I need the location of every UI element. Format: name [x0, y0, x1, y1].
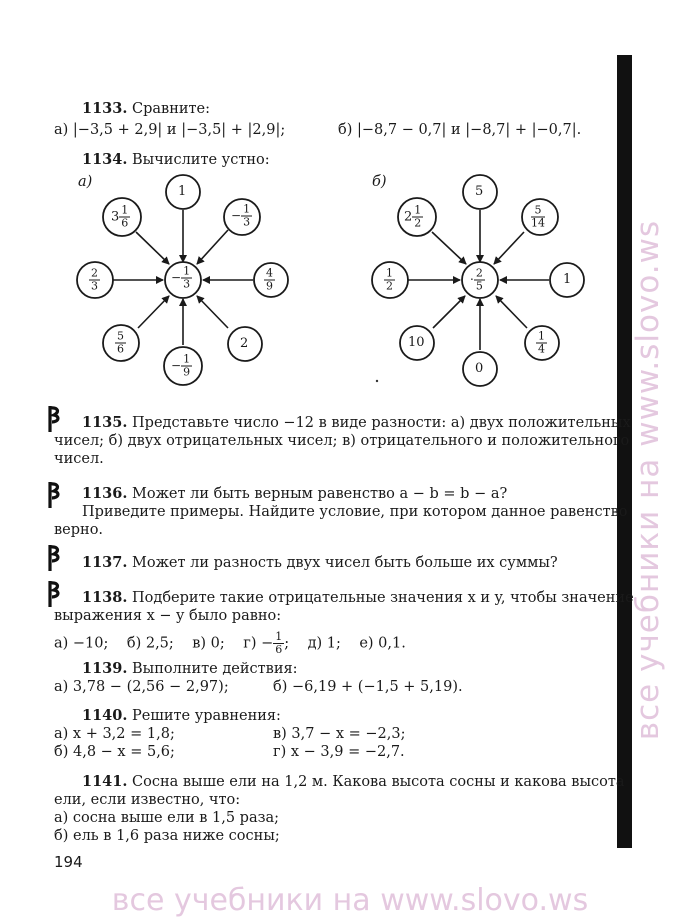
page-number: 194 [54, 853, 83, 871]
problem-number: 1134. [82, 151, 128, 168]
node-label: 2 [240, 336, 249, 351]
node-label: 3 $\frac{1}{6}$ [111, 203, 129, 230]
problem-1136-line2: Приведите примеры. Найдите условие, при котором данное равенство [82, 504, 628, 520]
diagram-b-label: б) [372, 174, 387, 190]
problem-number: 1135. [82, 414, 128, 431]
problem-1133-b: б) |−8,7 − 0,7| и |−8,7| + |−0,7|. [338, 122, 582, 138]
problem-1139-b: б) −6,19 + (−1,5 + 5,19). [273, 679, 463, 695]
problem-1140-heading: 1140. Решите уравнения: [82, 707, 281, 724]
node-label: 0 [475, 361, 484, 376]
problem-number: 1140. [82, 707, 128, 724]
problem-1135-line3: чисел. [54, 451, 104, 467]
diagram-a-label: а) [78, 174, 93, 190]
problem-number: 1133. [82, 100, 128, 117]
problem-number: 1139. [82, 660, 128, 677]
problem-number: 1141. [82, 773, 128, 790]
arrow [432, 232, 466, 264]
arrow [197, 230, 228, 264]
problem-number: 1136. [82, 485, 128, 502]
problem-1139-heading: 1139. Выполните действия: [82, 660, 298, 677]
problem-1141-b: б) ель в 1,6 раза ниже сосны; [54, 828, 280, 844]
problem-1140-a: а) x + 3,2 = 1,8; [54, 726, 175, 742]
problem-1137-line1: 1137. Может ли разность двух чисел быть больше их суммы? [82, 554, 558, 571]
arrow [136, 232, 169, 264]
problem-1138-line1: 1138. Подберите такие отрицательные значения x и y, чтобы значение [82, 589, 634, 606]
problem-number: 1138. [82, 589, 128, 606]
center-label-a: − $\frac{1}{3}$ [171, 264, 191, 291]
option: б) 2,5; [126, 635, 174, 652]
option: е) 0,1. [359, 635, 406, 652]
problem-1138-line2: выражения x − y было равно: [54, 608, 282, 624]
option: а) −10; [54, 635, 109, 652]
node-label: 10 [408, 335, 425, 350]
problem-1136-line3: верно. [54, 522, 104, 538]
arrow [197, 296, 228, 328]
node-label: 1 [563, 272, 572, 287]
node-label: $\frac{2}{3}$ [91, 266, 98, 293]
problem-1135-line1: 1135. Представьте число −12 в виде разности: а) двух положительных [82, 414, 631, 431]
node-label: $\frac{1}{2}$ [386, 266, 393, 293]
problem-1140-v: в) 3,7 − x = −2,3; [273, 726, 406, 742]
option: г) [243, 635, 257, 652]
hook-marker-icon [46, 404, 64, 434]
problem-1141-line2: ели, если известно, что: [54, 792, 241, 808]
option: д) 1; [307, 635, 341, 652]
center-label-b: · $\frac{2}{5}$ [470, 266, 483, 293]
hook-marker-icon [46, 480, 64, 510]
problem-1138-options: а) −10; б) 2,5; в) 0; г) − $\frac{1}{6}$ ; д) 1; е) 0,1. [54, 630, 406, 656]
watermark-bottom: все учебники на www.slovo.ws [111, 883, 589, 918]
problem-title: Вычислите устно: [132, 152, 270, 168]
problem-1133-a: а) |−3,5 + 2,9| и |−3,5| + |2,9|; [54, 122, 286, 138]
node-label: $\frac{5}{6}$ [117, 329, 124, 356]
sign: − [171, 270, 182, 285]
arrow [433, 296, 465, 328]
problem-1141-a: а) сосна выше ели в 1,5 раза; [54, 810, 280, 826]
node-label: $\frac{1}{4}$ [538, 329, 545, 356]
problem-1140-b: б) 4,8 − x = 5,6; [54, 744, 175, 760]
problem-number: 1137. [82, 554, 128, 571]
node-label: 2 $\frac{1}{2}$ [404, 203, 422, 230]
arrow [138, 296, 169, 328]
problem-1139-a: а) 3,78 − (2,56 − 2,97); [54, 679, 229, 695]
problem-1141-line1: 1141. Сосна выше ели на 1,2 м. Какова высота сосны и какова высота [82, 773, 625, 790]
node-label: 1 [178, 184, 187, 199]
node-label: $\frac{4}{9}$ [266, 266, 273, 293]
problem-1136-line1: 1136. Может ли быть верным равенство a − b = b − a? [82, 485, 508, 502]
node-label: − $\frac{1}{3}$ [231, 202, 251, 229]
arrow [494, 232, 524, 264]
hook-marker-icon [46, 543, 64, 573]
node-label: − $\frac{1}{9}$ [171, 352, 191, 379]
node-label: $\frac{5}{14}$ [531, 203, 545, 230]
problem-1135-line2: чисел; б) двух отрицательных чисел; в) отрицательного и положительного [54, 433, 630, 449]
node-label: 5 [475, 184, 484, 199]
option: в) 0; [192, 635, 225, 652]
arrow [496, 296, 527, 328]
problem-title: Сравните: [132, 101, 211, 117]
scan-dot [376, 380, 378, 382]
problem-1140-g: г) x − 3,9 = −2,7. [273, 744, 405, 760]
hook-marker-icon [46, 579, 64, 609]
